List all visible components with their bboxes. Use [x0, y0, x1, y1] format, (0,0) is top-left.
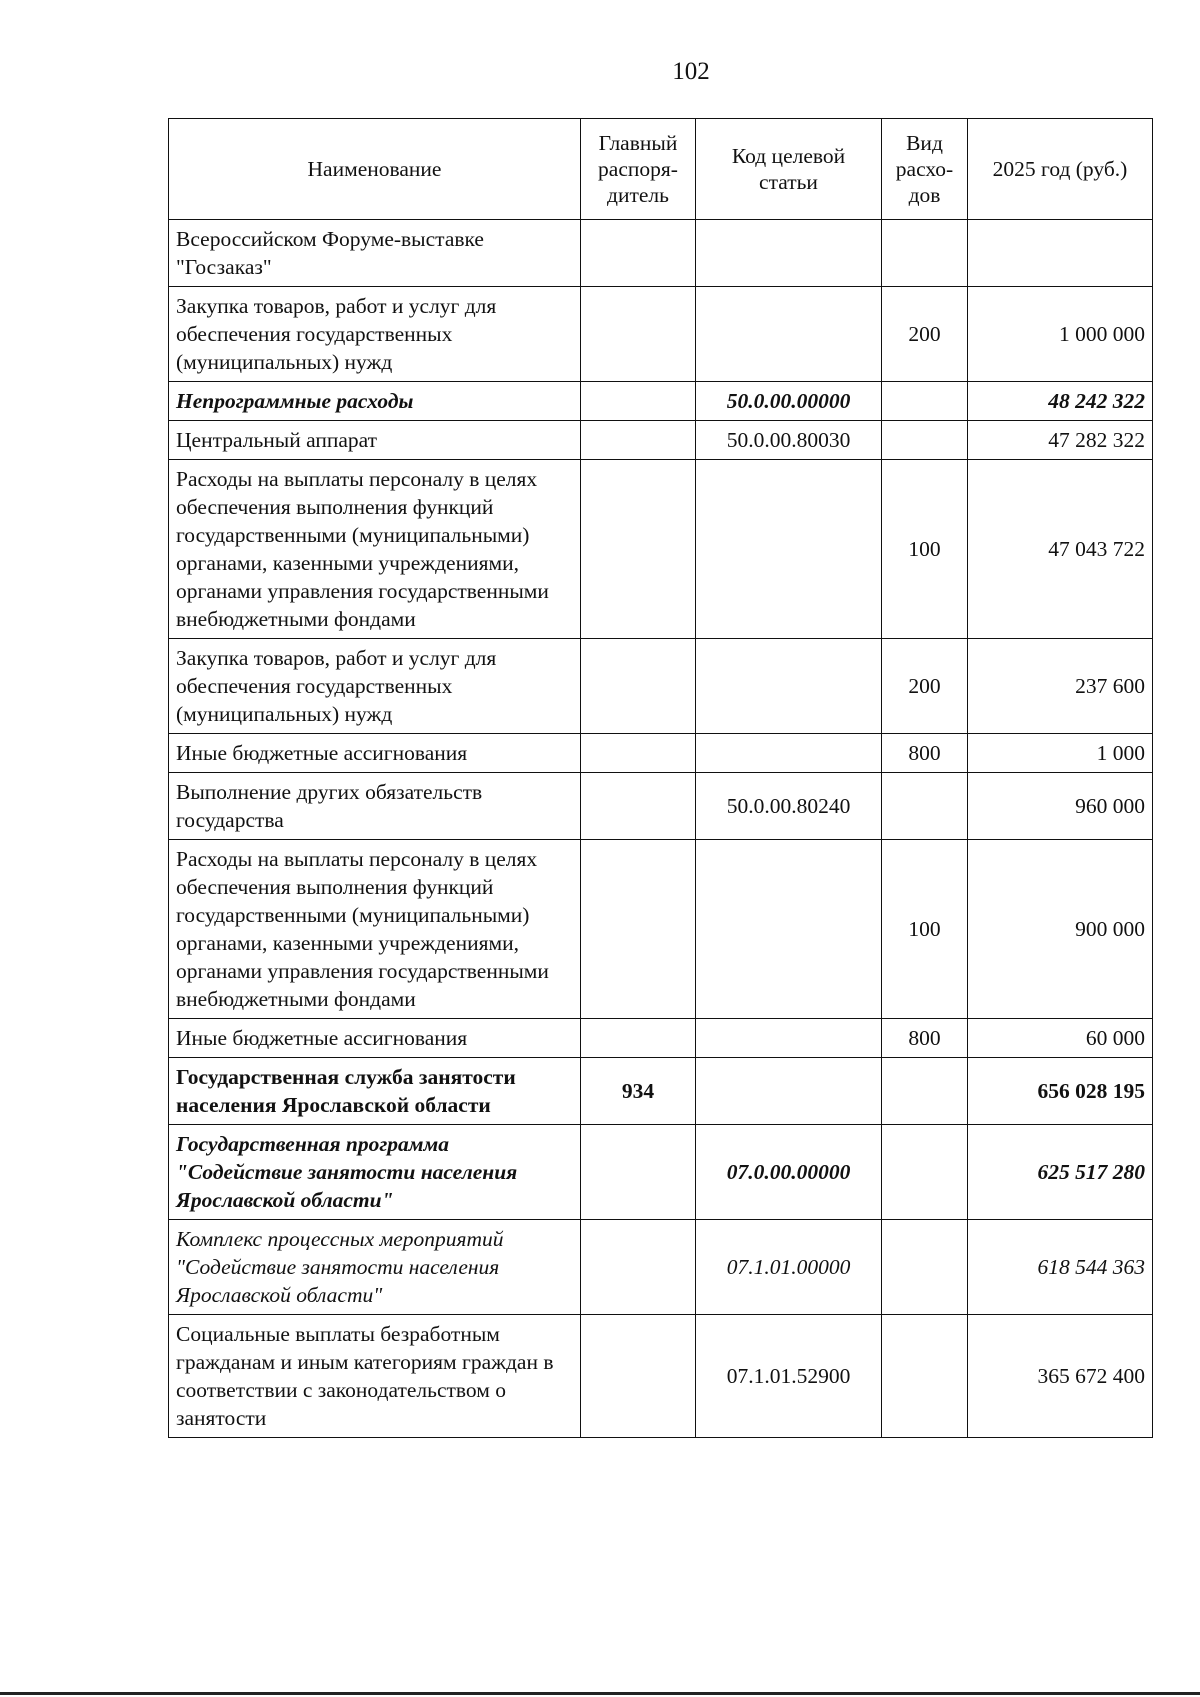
cell-name: Социальные выплаты безработным гражданам и иным категориям граждан в соответствии с законодательством о занятости	[169, 1315, 581, 1438]
cell-target-code: 50.0.00.80240	[696, 773, 882, 840]
cell-amount: 48 242 322	[968, 382, 1153, 421]
table-row	[169, 1019, 1153, 1058]
cell-chief-administrator: 934	[581, 1058, 696, 1125]
cell-expense-type	[882, 220, 968, 287]
cell-target-code: 50.0.00.80030	[696, 421, 882, 460]
cell-expense-type	[882, 421, 968, 460]
cell-amount: 47 282 322	[968, 421, 1153, 460]
cell-chief-administrator	[581, 639, 696, 734]
table-row	[169, 421, 1153, 460]
table-row	[169, 460, 1153, 639]
cell-expense-type	[882, 1315, 968, 1438]
cell-chief-administrator	[581, 421, 696, 460]
cell-amount: 618 544 363	[968, 1220, 1153, 1315]
cell-chief-administrator	[581, 220, 696, 287]
header-chief-administrator: Главный распоря-дитель	[581, 119, 696, 220]
cell-name: Закупка товаров, работ и услуг для обеспечения государственных (муниципальных) нужд	[169, 287, 581, 382]
cell-chief-administrator	[581, 382, 696, 421]
table-row	[169, 840, 1153, 1019]
cell-amount: 1 000 000	[968, 287, 1153, 382]
table-row	[169, 1220, 1153, 1315]
table-row	[169, 220, 1153, 287]
cell-target-code	[696, 287, 882, 382]
table-row	[169, 287, 1153, 382]
cell-chief-administrator	[581, 1019, 696, 1058]
cell-name: Расходы на выплаты персоналу в целях обеспечения выполнения функций государственными (муниципальными) органами, казенными учреждениями, органами управления государственными внебюджетными фондами	[169, 840, 581, 1019]
cell-expense-type	[882, 382, 968, 421]
header-name: Наименование	[169, 119, 581, 220]
cell-expense-type: 100	[882, 840, 968, 1019]
cell-name: Закупка товаров, работ и услуг для обеспечения государственных (муниципальных) нужд	[169, 639, 581, 734]
header-target-code: Код целевой статьи	[696, 119, 882, 220]
table-row	[169, 1125, 1153, 1220]
cell-amount: 60 000	[968, 1019, 1153, 1058]
cell-chief-administrator	[581, 734, 696, 773]
cell-target-code: 07.0.00.00000	[696, 1125, 882, 1220]
cell-name: Центральный аппарат	[169, 421, 581, 460]
cell-chief-administrator	[581, 840, 696, 1019]
cell-expense-type: 800	[882, 1019, 968, 1058]
cell-name: Иные бюджетные ассигнования	[169, 1019, 581, 1058]
cell-name: Выполнение других обязательств государства	[169, 773, 581, 840]
header-expense-type: Вид расхо-дов	[882, 119, 968, 220]
budget-table	[168, 118, 1153, 1438]
cell-chief-administrator	[581, 1125, 696, 1220]
cell-expense-type	[882, 1058, 968, 1125]
cell-name: Государственная служба занятости населения Ярославской области	[169, 1058, 581, 1125]
cell-chief-administrator	[581, 1315, 696, 1438]
cell-name: Всероссийском Форуме-выставке "Госзаказ"	[169, 220, 581, 287]
page-bottom-rule	[0, 1692, 1200, 1695]
cell-expense-type	[882, 1220, 968, 1315]
cell-target-code	[696, 639, 882, 734]
cell-amount: 365 672 400	[968, 1315, 1153, 1438]
cell-amount: 900 000	[968, 840, 1153, 1019]
cell-amount	[968, 220, 1153, 287]
cell-amount: 960 000	[968, 773, 1153, 840]
page-number: 102	[672, 58, 710, 85]
cell-expense-type	[882, 773, 968, 840]
table-row	[169, 1315, 1153, 1438]
cell-target-code: 07.1.01.52900	[696, 1315, 882, 1438]
cell-expense-type: 100	[882, 460, 968, 639]
cell-name: Комплекс процессных мероприятий "Содействие занятости населения Ярославской области"	[169, 1220, 581, 1315]
cell-target-code	[696, 840, 882, 1019]
cell-amount: 1 000	[968, 734, 1153, 773]
cell-name: Иные бюджетные ассигнования	[169, 734, 581, 773]
table-row	[169, 382, 1153, 421]
table-row	[169, 639, 1153, 734]
cell-name: Расходы на выплаты персоналу в целях обеспечения выполнения функций государственными (муниципальными) органами, казенными учреждениями, органами управления государственными внебюджетными фондами	[169, 460, 581, 639]
header-year-2025: 2025 год (руб.)	[968, 119, 1153, 220]
cell-expense-type: 800	[882, 734, 968, 773]
cell-expense-type: 200	[882, 287, 968, 382]
cell-chief-administrator	[581, 287, 696, 382]
cell-target-code	[696, 220, 882, 287]
cell-amount: 625 517 280	[968, 1125, 1153, 1220]
cell-target-code: 07.1.01.00000	[696, 1220, 882, 1315]
cell-target-code	[696, 734, 882, 773]
cell-amount: 656 028 195	[968, 1058, 1153, 1125]
cell-target-code	[696, 1058, 882, 1125]
table-row	[169, 734, 1153, 773]
cell-target-code	[696, 1019, 882, 1058]
table-row	[169, 773, 1153, 840]
cell-expense-type: 200	[882, 639, 968, 734]
cell-target-code: 50.0.00.00000	[696, 382, 882, 421]
cell-amount: 237 600	[968, 639, 1153, 734]
cell-chief-administrator	[581, 773, 696, 840]
table-row	[169, 1058, 1153, 1125]
cell-chief-administrator	[581, 460, 696, 639]
cell-expense-type	[882, 1125, 968, 1220]
table-header-row	[169, 119, 1153, 220]
cell-name: Государственная программа "Содействие занятости населения Ярославской области"	[169, 1125, 581, 1220]
cell-name: Непрограммные расходы	[169, 382, 581, 421]
cell-amount: 47 043 722	[968, 460, 1153, 639]
cell-chief-administrator	[581, 1220, 696, 1315]
cell-target-code	[696, 460, 882, 639]
